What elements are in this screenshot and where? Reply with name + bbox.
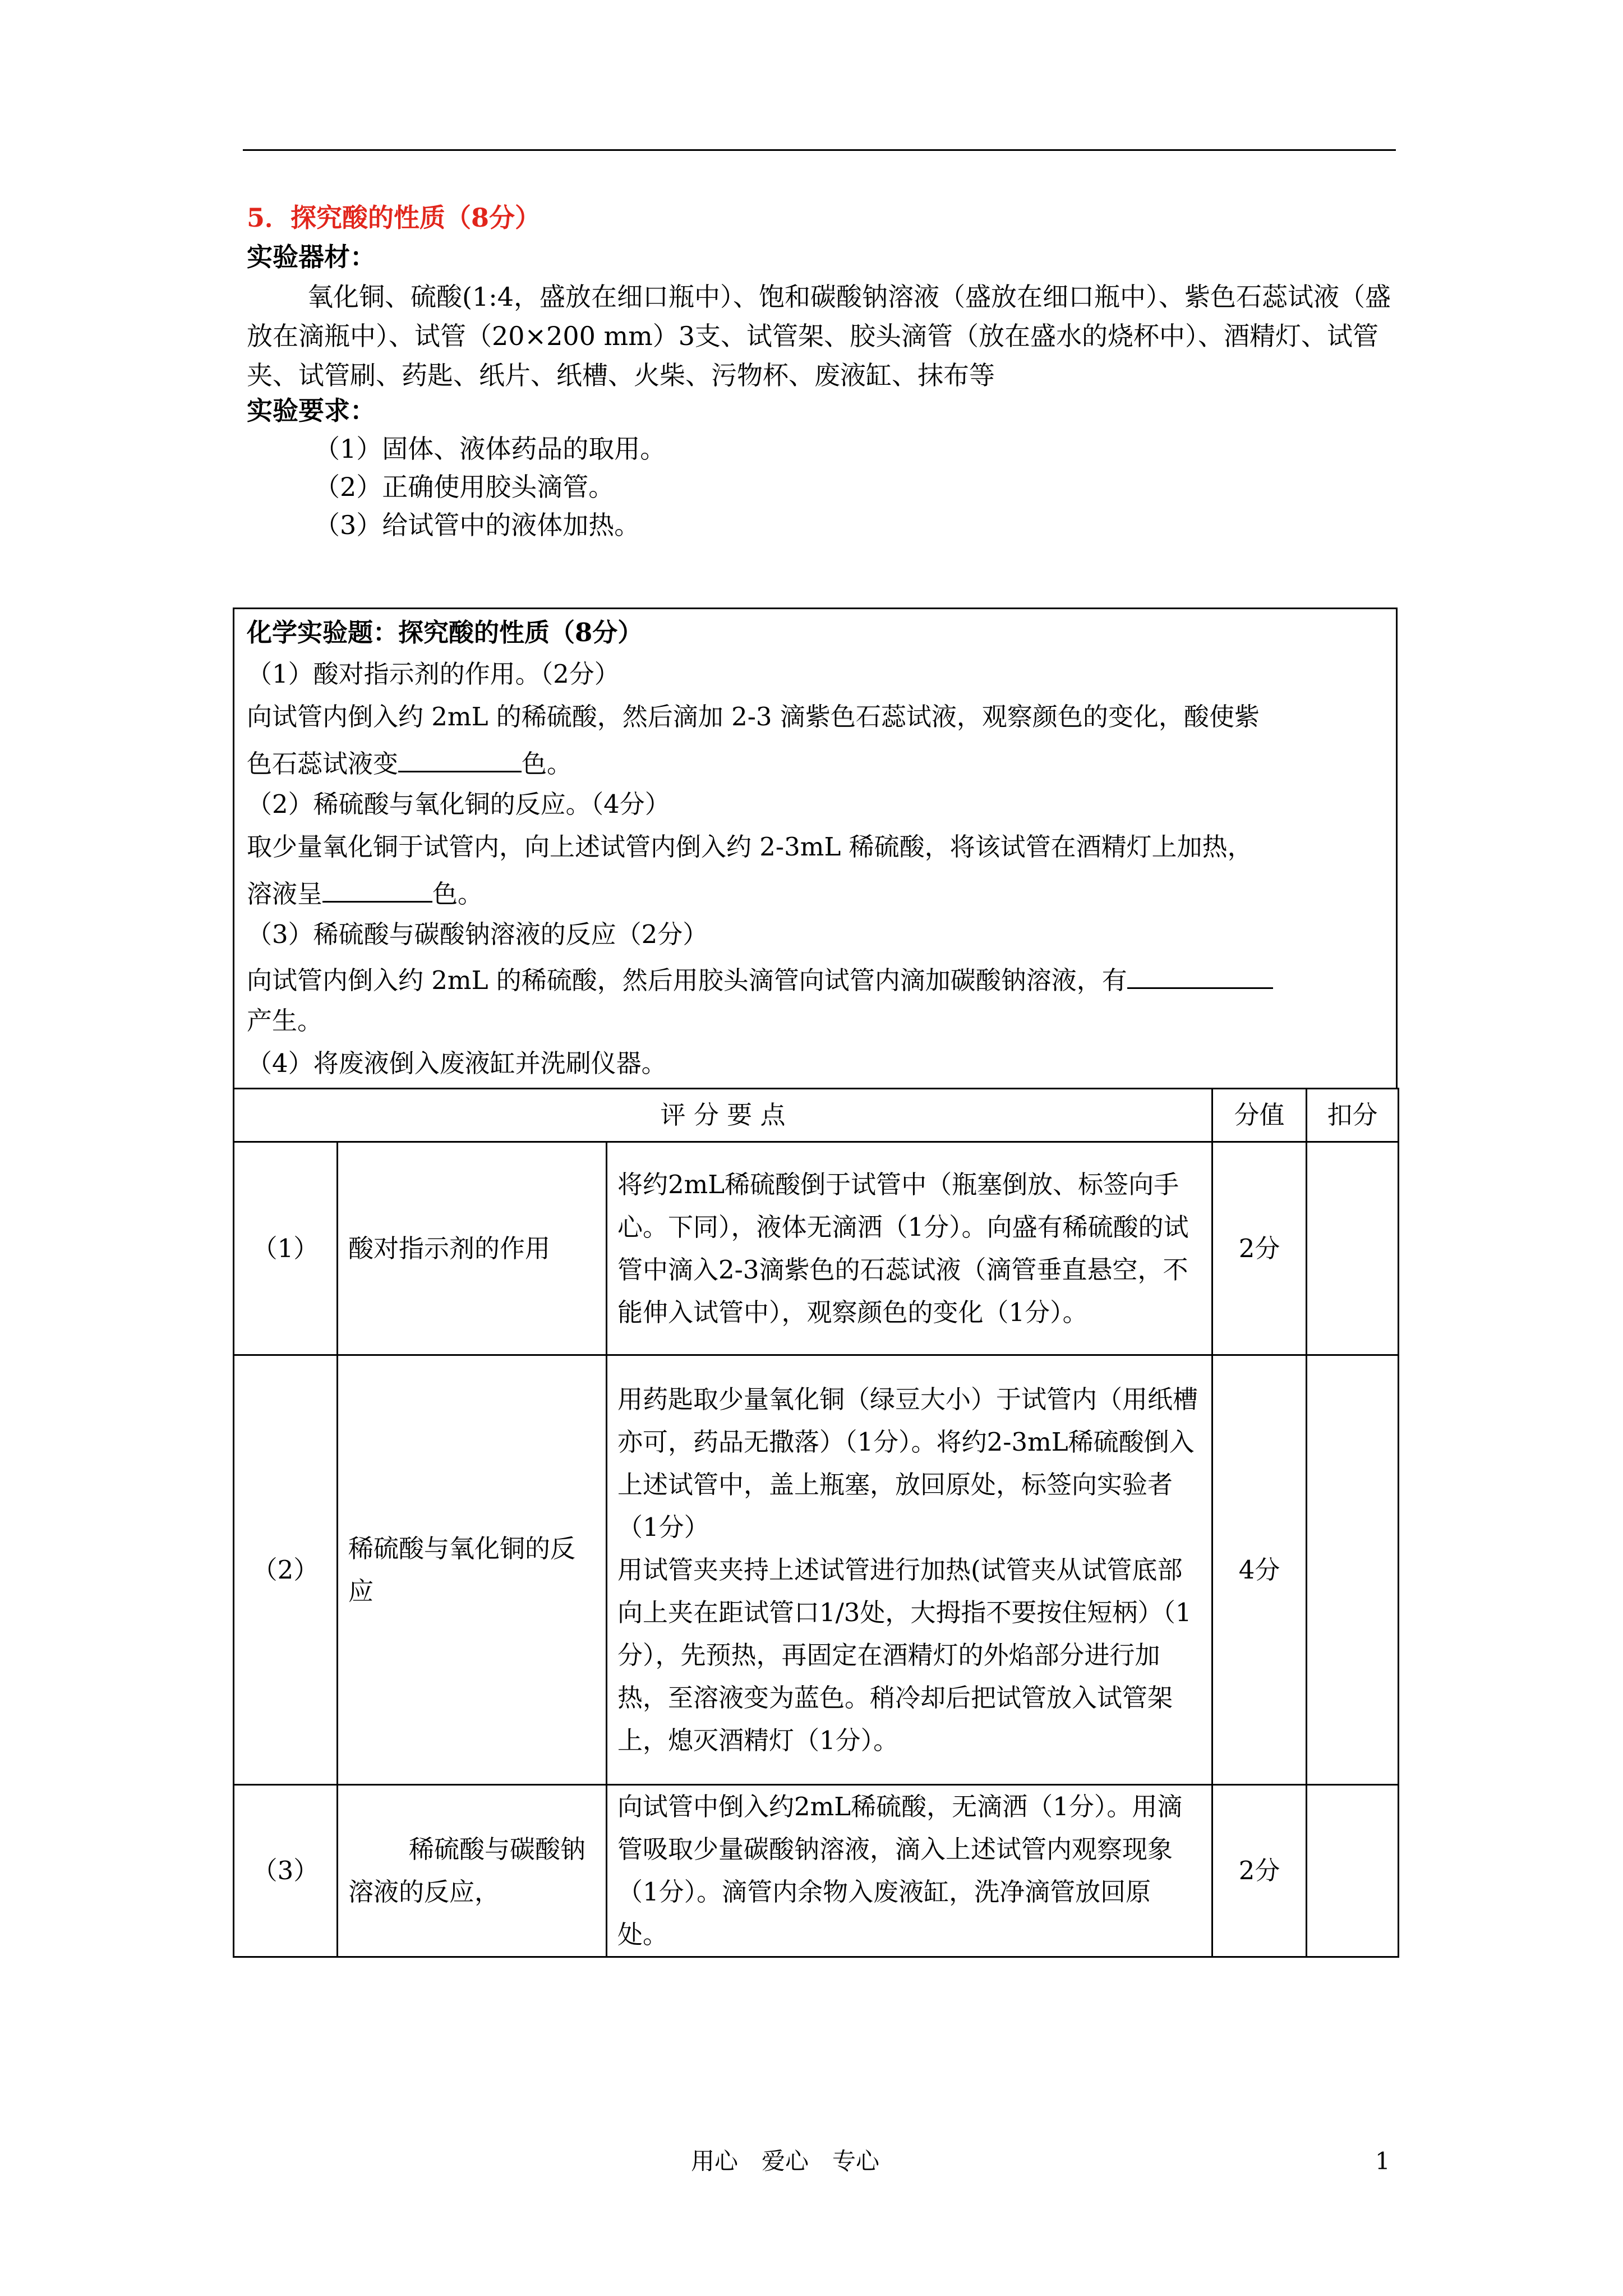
q3-text-line1: [247, 960, 1273, 997]
materials-text: 氧化铜、硫酸(1:4，盛放在细口瓶中）、饱和碳酸钠溶液（盛放在细口瓶中）、紫色石蕊试液（盛放在滴瓶中）、试管（20×200 mm）3支、试管架、胶头滴管（放在盛水的烧杯中）、酒精灯、试管夹、试管刷、药匙、纸片、纸槽、火柴、污物杯、废液缸、抹布等: [247, 282, 1391, 390]
row-points-part-b: 用试管夹夹持上述试管进行加热(试管夹从试管底部向上夹在距试管口1/3处，大拇指不要按住短柄）（1分），先预热，再固定在酒精灯的外焰部分进行加热，至溶液变为蓝色。稍冷却后把试管放入试管架上，熄灭酒精灯（1分）。: [617, 1554, 1192, 1755]
header-deduct: 扣分: [1307, 1089, 1399, 1142]
section-title: 5．探究酸的性质（8分）: [247, 203, 541, 233]
row-number: （3）: [234, 1785, 338, 1957]
row-number: （1）: [234, 1142, 338, 1355]
q1-answer-blank[interactable]: [398, 744, 522, 772]
score-table: [233, 1088, 1399, 1958]
q2-text-line1: 取少量氧化铜于试管内，向上述试管内倒入约 2-3mL 稀硫酸，将该试管在酒精灯上加热，: [247, 832, 1253, 862]
q1-text-post: 色。: [522, 749, 573, 779]
q2-text-pre: 溶液呈: [247, 879, 323, 909]
q2-text-line2: [247, 874, 483, 911]
row-points: [607, 1355, 1212, 1785]
row-item: 稀硫酸与氧化铜的反应: [338, 1355, 607, 1785]
requirements-label: 实验要求：: [247, 395, 376, 426]
header-rule: [243, 149, 1396, 151]
table-row: [234, 1142, 1399, 1355]
q4-text: （4）将废液倒入废液缸并洗刷仪器。: [247, 1048, 667, 1078]
q1-text-pre: 色石蕊试液变: [247, 749, 399, 779]
q3-text-pre: 向试管内倒入约 2mL 的稀硫酸，然后用胶头滴管向试管内滴加碳酸钠溶液，有: [247, 965, 1127, 995]
table-row: [234, 1355, 1399, 1785]
requirement-item: （2）正确使用胶头滴管。: [314, 472, 615, 502]
row-score: 2分: [1212, 1142, 1307, 1355]
row-points: 将约2mL稀硫酸倒于试管中（瓶塞倒放、标签向手心。下同），液体无滴洒（1分）。向盛有稀硫酸的试管中滴入2-3滴紫色的石蕊试液（滴管垂直悬空，不能伸入试管中），观察颜色的变化（1分）。: [607, 1142, 1212, 1355]
row-deduct[interactable]: [1307, 1142, 1399, 1355]
header-score: 分值: [1212, 1089, 1307, 1142]
score-table-header-row: [234, 1089, 1399, 1142]
row-deduct[interactable]: [1307, 1355, 1399, 1785]
q3-title: （3）稀硫酸与碳酸钠溶液的反应（2分）: [247, 919, 708, 949]
requirement-item: （1）固体、液体药品的取用。: [314, 434, 666, 464]
row-item: 稀硫酸与碳酸钠溶液的反应，: [338, 1785, 607, 1957]
question-title: 化学实验题：探究酸的性质（8分）: [247, 618, 643, 647]
q2-answer-blank[interactable]: [322, 874, 432, 903]
row-number: （2）: [234, 1355, 338, 1785]
footer-motto: 用心 爱心 专心: [691, 2147, 880, 2175]
row-item: 酸对指示剂的作用: [338, 1142, 607, 1355]
requirement-item: （3）给试管中的液体加热。: [314, 510, 640, 540]
materials-label: 实验器材：: [247, 242, 376, 272]
header-points: 评 分 要 点: [234, 1089, 1212, 1142]
table-row: [234, 1785, 1399, 1957]
row-points-part-a: 用药匙取少量氧化铜（绿豆大小）于试管内（用纸槽亦可，药品无撒落）（1分）。将约2-3mL稀硫酸倒入上述试管中，盖上瓶塞，放回原处，标签向实验者（1分）: [617, 1384, 1198, 1542]
q1-text-line2: [247, 744, 572, 781]
q2-text-post: 色。: [432, 879, 483, 909]
q1-text-line1: 向试管内倒入约 2mL 的稀硫酸，然后滴加 2-3 滴紫色石蕊试液，观察颜色的变化，酸使紫: [247, 702, 1260, 731]
q3-text-line2: 产生。: [247, 1006, 323, 1036]
row-points: 向试管中倒入约2mL稀硫酸，无滴洒（1分）。用滴管吸取少量碳酸钠溶液，滴入上述试管内观察现象（1分）。滴管内余物入废液缸，洗净滴管放回原处。: [607, 1785, 1212, 1957]
row-score: 4分: [1212, 1355, 1307, 1785]
q3-answer-blank[interactable]: [1127, 960, 1273, 989]
page-number: 1: [1375, 2147, 1390, 2175]
row-score: 2分: [1212, 1785, 1307, 1957]
row-deduct[interactable]: [1307, 1785, 1399, 1957]
q2-title: （2）稀硫酸与氧化铜的反应。（4分）: [247, 789, 670, 819]
q1-title: （1）酸对指示剂的作用。（2分）: [247, 659, 620, 689]
